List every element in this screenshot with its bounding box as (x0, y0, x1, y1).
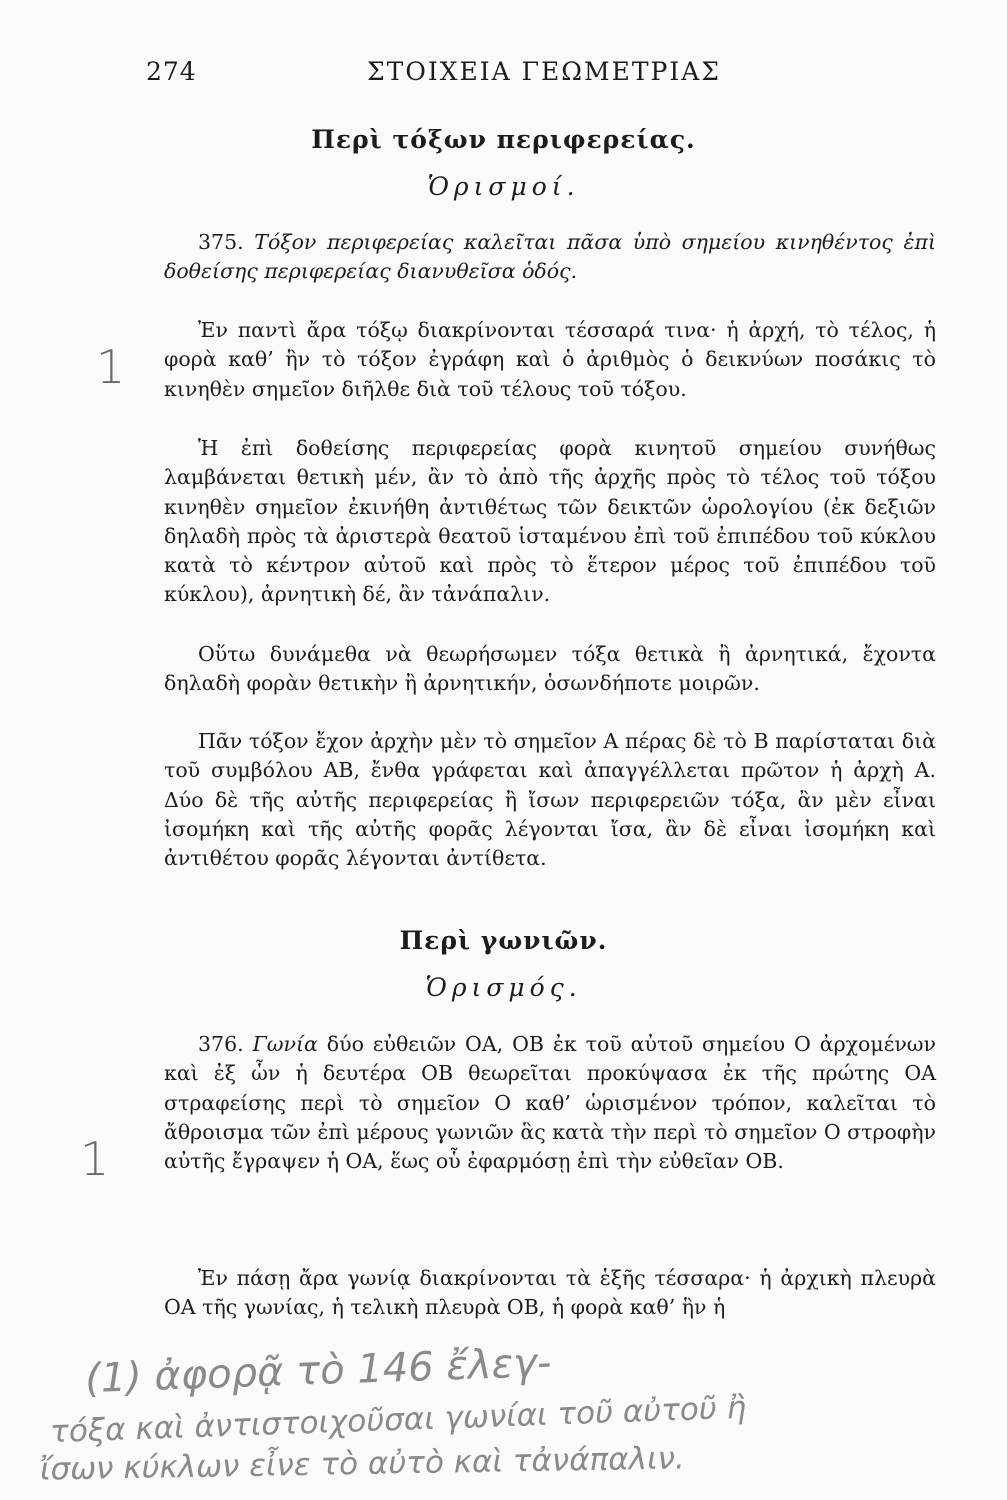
definition-angle-text: δύο εὐθειῶν ΟΑ, ΟΒ ἐκ τοῦ αὐτοῦ σημείου Ο ἀρχομένων καὶ ἐξ ὧν ἡ δευτέρα ΟΒ θεωρεῖται προκύψασα ἐκ τῆς πρώτης ΟΑ στραφείσης περὶ τὸ σημεῖον Ο καθ’ ὡρισμένον τρόπον, καλεῖται τὸ ἄθροισμα τῶν ἐπὶ μέρους γωνιῶν ἃς κατὰ τὴν περὶ τὸ σημεῖον Ο στροφὴν αὐτῆς ἔγραψεν ἡ ΟΑ, ἕως οὗ ἐφαρμόσῃ ἐπὶ τὴν εὐθεῖαν ΟΒ. (164, 1032, 936, 1174)
section-subheading-definition: Ὁρισμός. (425, 973, 582, 1002)
section-heading-arcs: Περὶ τόξων περιφερείας. (311, 125, 696, 154)
section-heading-angles: Περὶ γωνιῶν. (399, 926, 608, 955)
paragraph-signed-arcs: Οὕτω δυνάμεθα νὰ θεωρήσωμεν τόξα θετικὰ ἢ ἀρνητικά, ἔχοντα δηλαδὴ φορὰν θετικὴν ἢ ἀρνητικήν, ὁσωνδήποτε μοιρῶν. (164, 642, 936, 696)
margin-note-2: 1 (80, 1132, 110, 1186)
paragraph-number: 376. (198, 1032, 244, 1056)
section-subheading-definitions: Ὁρισμοί. (427, 172, 580, 201)
handwritten-note-line-2: τόξα καὶ ἀντιστοιχοῦσαι γωνίαι τοῦ αὐτοῦ ἢ (49, 1389, 747, 1451)
paragraph-arc-elements: Ἐν παντὶ ἄρα τόξῳ διακρίνονται τέσσαρά τινα· ἡ ἀρχή, τὸ τέλος, ἡ φορὰ καθ’ ἣν τὸ τόξον ἐγράφη καὶ ὁ ἀριθμὸς ὁ δεικνύων ποσάκις τὸ κινηθὲν σημεῖον διῆλθε διὰ τοῦ τέλους τοῦ τόξου. (164, 318, 936, 401)
paragraph-376 (164, 1030, 936, 1176)
paragraph-arc-notation: Πᾶν τόξον ἔχον ἀρχὴν μὲν τὸ σημεῖον Α πέρας δὲ τὸ Β παρίσταται διὰ τοῦ συμβόλου ΑΒ, ἔνθα γράφεται καὶ ἀπαγγέλλεται πρῶτον ἡ ἀρχὴ Α. Δύο δὲ τῆς αὐτῆς περιφερείας ἢ ἴσων περιφερειῶν τόξα, ἂν μὲν εἶναι ἰσομήκη καὶ τῆς αὐτῆς φορᾶς λέγονται ἴσα, ἂν δὲ εἶναι ἰσομήκη καὶ ἀντιθέτου φορᾶς λέγονται ἀντίθετα. (164, 729, 936, 871)
definition-angle: Γωνία (252, 1032, 318, 1056)
paragraph-375 (164, 228, 936, 287)
running-title: ΣΤΟΙΧΕΙΑ ΓΕΩΜΕΤΡΙΑΣ (367, 57, 721, 86)
page-header (0, 55, 1007, 95)
paragraph-angle-elements: Ἐν πάσῃ ἄρα γωνίᾳ διακρίνονται τὰ ἑξῆς τέσσαρα· ἡ ἀρχικὴ πλευρὰ ΟΑ τῆς γωνίας, ἡ τελικὴ πλευρὰ ΟΒ, ἡ φορὰ καθ’ ἣν ἡ (164, 1266, 936, 1320)
margin-note-1: 1 (96, 340, 126, 394)
paragraph-arc-direction: Ἡ ἐπὶ δοθείσης περιφερείας φορὰ κινητοῦ σημείου συνήθως λαμβάνεται θετικὴ μέν, ἂν τὸ ἀπὸ τῆς ἀρχῆς πρὸς τὸ τέλος τοῦ τόξου κινηθὲν σημεῖον ἐκινήθη ἀντιθέτως τῶν δεικτῶν ὡρολογίου (ἐκ δεξιῶν δηλαδὴ πρὸς τὰ ἀριστερὰ θεατοῦ ἱσταμένου ἐπὶ τοῦ ἐπιπέδου τοῦ κύκλου κατὰ τὸ κέντρον αὐτοῦ καὶ πρὸς τὸ ἕτερον μέρος τοῦ ἐπιπέδου τοῦ κύκλου), ἀρνητικὴ δέ, ἂν τἀνάπαλιν. (164, 436, 936, 607)
handwritten-note-line-1: (1) ἀφορᾷ τὸ 146 ἔλεγ- (84, 1339, 553, 1403)
page-number: 274 (146, 57, 197, 86)
handwritten-note-line-3: ἴσων κύκλων εἶνε τὸ αὐτὸ καὶ τἀνάπαλιν. (39, 1440, 685, 1488)
paragraph-number: 375. (198, 230, 244, 254)
definition-arc: Τόξον περιφερείας καλεῖται πᾶσα ὑπὸ σημείου κινηθέντος ἐπὶ δοθείσης περιφερείας διανυθεῖσα ὁδός. (164, 230, 936, 284)
